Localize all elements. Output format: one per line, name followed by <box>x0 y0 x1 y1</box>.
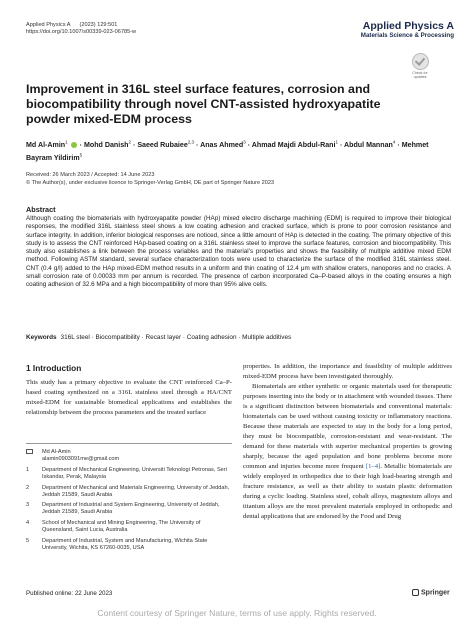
affiliation-item: 4 School of Mechanical and Mining Engineering, The University of Queensland, Saint Lucia, Australia <box>26 520 201 534</box>
corresponding-author <box>26 449 232 463</box>
author[interactable]: Anas Ahmed$^3$ <box>200 140 246 150</box>
intro-left-column: This study has a primary objective to evaluate the CNT reinforced Ca–P-based coating synthesized on a 316L stainless steel through a HA/CNT mixed-EDM for sustainable biomedical applications and establishes the relationship between the process parameters and the treated surface <box>26 379 232 416</box>
received-accepted-dates: Received: 26 March 2023 / Accepted: 14 June 2023 <box>26 172 155 178</box>
paragraph: properties. In addition, the importance and feasibility of multiple additives mixed-EDM process have been investigated thoroughly. <box>243 363 452 380</box>
courtesy-watermark: Content courtesy of Springer Nature, terms of use apply. Rights reserved. <box>97 608 377 618</box>
check-updates-icon <box>412 53 429 70</box>
journal-reference: Applied Physics A (2023) 129:501 <box>26 22 118 28</box>
abstract-text: Although coating the biomaterials with hydroxyapatite powder (HAp) mixed electro discharge machining (EDM) is required to improve their biological responses, the modified 316L stainless steel shows a low coating adhesion and cracked surface, which is prone to poor corrosion resistance and surface integrity. In addition, inferior biological responses are noticed, since a little amount of HAp is detected in the coating. The primary objective of this study is to assess the CNT reinforced HAp-based coating on a 316L stainless steel to improve the surface features, corrosion and biocompatibility. This study also establishes a link between the process variables and the material’s properties and shows the feasibility of multiple additive mixed EDM method. Following ASTM standard, several surface characterization tools were used to characterize the surface of the modified 316L stainless steel. CNT (0.4 g/l) added to the HAp mixed-EDM method results in a uniform and thin coating of 12.4 μm with shallow craters, nanopores and no cracks. A small corrosion rate of 0.00033 mm per annum is recorded. The presence of carbon incorporated Ca–P-based alloys in the coating ensures a high coating adhesion of 32.6 MPa and a high biocompatibility of more than 95% alive cells. <box>26 215 451 288</box>
journal-subtitle: Materials Science & Processing <box>360 32 454 39</box>
copyright-notice: © The Author(s), under exclusive licence to Springer-Verlag GmbH, DE part of Springer Nature 2023 <box>26 180 275 186</box>
check-updates-label: Check for updates <box>412 71 428 80</box>
keywords-label: Keywords <box>26 334 57 341</box>
journal-name: Applied Physics A <box>362 20 454 32</box>
citation-link[interactable]: [1–4] <box>365 463 381 470</box>
author-list: Md Al-Amin$^1$ · Mohd Danish$^2$ · Saeed Rubaiee$^{2,3}$ · Anas Ahmed$^3$ · Ahmad Majdi Abdul-Rani$^1$ · Abdul Mannan$^4$ · Mehmet Bayram Yildirim$^5$ <box>26 140 429 162</box>
section-heading-introduction: 1 Introduction <box>26 363 82 373</box>
doi-link[interactable]: https://doi.org/10.1007/s00339-023-06785-w <box>26 29 137 36</box>
author[interactable]: Ahmad Majdi Abdul-Rani$^1$ <box>251 140 338 150</box>
affiliations <box>26 449 232 556</box>
envelope-icon <box>26 449 33 454</box>
publisher-logo: Springer <box>412 589 450 596</box>
affiliation-item: 1 Department of Mechanical Engineering, Universiti Teknologi Petronas, Seri Iskandar, Perak, Malaysia <box>26 466 227 480</box>
affiliation-item: 3 Department of Industrial and System Engineering, University of Jeddah, Jeddah 21589, Saudi Arabia <box>26 502 220 516</box>
author[interactable]: Saeed Rubaiee$^{2,3}$ <box>137 140 195 150</box>
header-left <box>26 22 136 36</box>
keywords-list: 316L steel · Biocompatibility · Recast layer · Coating adhesion · Multiple additives <box>60 334 292 341</box>
author[interactable]: Mehmet Bayram Yildirim$^5$ <box>26 141 429 162</box>
check-for-updates-button[interactable] <box>407 53 433 80</box>
author[interactable]: Md Al-Amin$^1$ <box>26 140 68 150</box>
abstract-heading: Abstract <box>26 205 56 214</box>
affiliation-item: 2 Department of Mechanical and Materials Engineering, University of Jeddah, Jeddah 21589, Saudi Arabia <box>26 484 230 498</box>
keywords <box>26 334 451 342</box>
orcid-icon[interactable] <box>71 142 77 148</box>
affiliation-item: 5 Department of Industrial, System and Manufacturing, Wichita State University, Wichita, KS 67260-0035, USA <box>26 537 208 551</box>
author[interactable]: Abdul Mannan$^4$ <box>344 140 396 150</box>
published-online-date: Published online: 22 June 2023 <box>26 590 113 597</box>
corresponding-name: Md Al-Amin <box>42 449 71 455</box>
intro-right-column <box>243 362 452 522</box>
footnote-divider <box>26 443 232 444</box>
author[interactable]: Mohd Danish$^2$ <box>83 140 131 150</box>
journal-brand <box>361 20 454 40</box>
corresponding-email[interactable]: alamin0903091me@gmail.com <box>42 456 120 463</box>
springer-horse-icon <box>412 589 419 596</box>
paragraph: Biomaterials are either synthetic or organic materials used for therapeutic purposes inserting into the body or in attachment with wounded tissues. There is a significant distinction between biomaterials and conventional materials: biomaterials can be used without causing toxicity or inflammatory reactions. Because these materials are expected to stay in the body for a long period, they must be biocompatible, corrosion-resistant and wear-resistant. The demand for these materials with superior mechanical properties is growing sharply, because the aged population and bone problems become more common and injuries become more frequent [1–4]. Metallic biomaterials are widely employed in orthopedics due to their high load-bearing strength and fracture resistance, as well as their ability to sustain plastic deformation during a cyclic loading. Stainless steel, cobalt alloys, magnesium alloys and titanium alloys are the most prevalent materials employed in orthopedic and dental applications that are endorsed by the Food and Drug <box>243 383 453 520</box>
article-title: Improvement in 316L steel surface features, corrosion and biocompatibility through novel CNT-assisted hydroxyapatite powder mixed-EDM process <box>26 82 381 126</box>
